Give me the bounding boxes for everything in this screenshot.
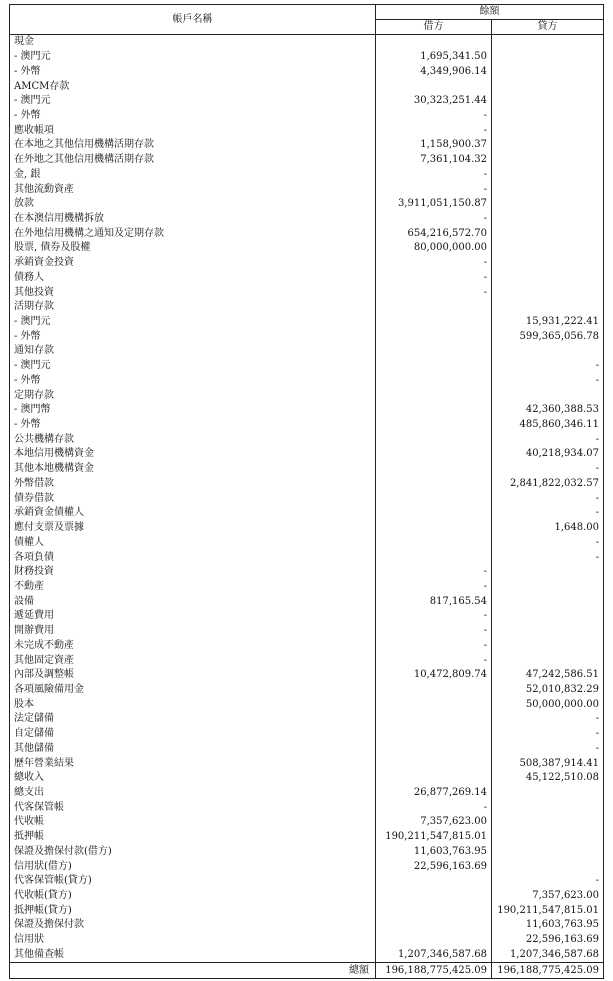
debit-cell: 7,361,104.32	[376, 153, 492, 168]
account-name-cell: 不動產	[14, 580, 44, 592]
credit-cell	[492, 167, 604, 182]
table-row	[10, 182, 604, 197]
credit-cell: 42,360,388.53	[492, 403, 604, 418]
debit-cell	[376, 359, 492, 374]
credit-cell	[492, 212, 604, 227]
debit-cell: -	[376, 609, 492, 624]
account-name-cell: 債務人	[14, 271, 44, 283]
table-row	[10, 153, 604, 168]
account-name-cell: 公共機構存款	[14, 433, 74, 445]
table-row	[10, 432, 604, 447]
table-row	[10, 344, 604, 359]
table-row	[10, 241, 604, 256]
account-name-cell: - 澳門幣	[14, 404, 51, 416]
debit-cell	[376, 918, 492, 933]
credit-cell	[492, 300, 604, 315]
account-name-cell: - 澳門元	[14, 360, 51, 372]
table-row	[10, 594, 604, 609]
table-row	[10, 712, 604, 727]
credit-cell: -	[492, 506, 604, 521]
table-row	[10, 374, 604, 389]
account-name-cell: 本地信用機構資金	[14, 448, 94, 460]
account-name-cell: 其他備查帳	[14, 948, 64, 960]
account-name-cell: 其他流動資產	[14, 183, 74, 195]
debit-cell	[376, 35, 492, 50]
credit-header: 貸方	[492, 20, 604, 35]
table-row	[10, 845, 604, 860]
table-row	[10, 565, 604, 580]
debit-cell: -	[376, 271, 492, 286]
credit-cell: 11,603,763.95	[492, 918, 604, 933]
table-row	[10, 697, 604, 712]
debit-cell: 30,323,251.44	[376, 94, 492, 109]
account-name-cell: 在本地之其他信用機構活期存款	[14, 139, 154, 151]
table-row	[10, 683, 604, 698]
debit-cell	[376, 477, 492, 492]
table-row	[10, 550, 604, 565]
table-row	[10, 609, 604, 624]
account-name-cell: 財務投資	[14, 566, 54, 578]
account-name-cell: - 外幣	[14, 330, 41, 342]
credit-cell: 1,648.00	[492, 521, 604, 536]
account-name-cell: 保證及擔保付款	[14, 919, 84, 931]
account-name-cell: 其他投資	[14, 286, 54, 298]
credit-cell	[492, 271, 604, 286]
account-name-cell: 金, 銀	[14, 168, 41, 180]
credit-cell	[492, 50, 604, 65]
credit-cell: 40,218,934.07	[492, 447, 604, 462]
debit-cell: -	[376, 653, 492, 668]
credit-cell: 50,000,000.00	[492, 697, 604, 712]
credit-cell	[492, 594, 604, 609]
account-name-header: 帳戶名稱	[10, 5, 376, 35]
credit-cell: -	[492, 874, 604, 889]
credit-cell	[492, 609, 604, 624]
debit-cell: 26,877,269.14	[376, 786, 492, 801]
debit-cell: -	[376, 800, 492, 815]
credit-cell: 1,207,346,587.68	[492, 948, 604, 963]
account-name-cell: 活期存款	[14, 301, 54, 313]
credit-cell	[492, 182, 604, 197]
debit-cell	[376, 506, 492, 521]
table-row	[10, 447, 604, 462]
table-row	[10, 285, 604, 300]
debit-cell: 1,207,346,587.68	[376, 948, 492, 963]
account-rows	[10, 35, 604, 963]
debit-cell	[376, 300, 492, 315]
table-row	[10, 64, 604, 79]
table-row	[10, 138, 604, 153]
table-row	[10, 668, 604, 683]
table-row	[10, 123, 604, 138]
credit-cell	[492, 653, 604, 668]
credit-cell	[492, 344, 604, 359]
debit-cell	[376, 432, 492, 447]
credit-cell: 52,010,832.29	[492, 683, 604, 698]
credit-cell: -	[492, 432, 604, 447]
debit-cell: -	[376, 256, 492, 271]
debit-cell	[376, 418, 492, 433]
credit-cell: 2,841,822,032.57	[492, 477, 604, 492]
debit-cell	[376, 491, 492, 506]
table-row	[10, 50, 604, 65]
credit-cell	[492, 285, 604, 300]
debit-cell: 7,357,623.00	[376, 815, 492, 830]
debit-cell	[376, 903, 492, 918]
credit-cell: 22,596,163.69	[492, 933, 604, 948]
account-name-cell: - 外幣	[14, 65, 41, 77]
total-debit: 196,188,775,425.09	[376, 963, 492, 979]
table-row	[10, 624, 604, 639]
credit-cell	[492, 64, 604, 79]
debit-cell: -	[376, 624, 492, 639]
debit-cell	[376, 329, 492, 344]
credit-cell: 45,122,510.08	[492, 771, 604, 786]
account-name-cell: 各項風險備用金	[14, 683, 84, 695]
table-row	[10, 418, 604, 433]
credit-cell: -	[492, 727, 604, 742]
table-row	[10, 727, 604, 742]
account-name-cell: 自定儲備	[14, 728, 54, 740]
debit-cell: -	[376, 638, 492, 653]
header-row-top	[10, 5, 604, 20]
account-name-cell: 代客保管帳	[14, 801, 64, 813]
account-name-cell: 定期存款	[14, 389, 54, 401]
account-name-cell: 在本澳信用機構拆放	[14, 212, 104, 224]
credit-cell	[492, 94, 604, 109]
credit-cell	[492, 859, 604, 874]
credit-cell	[492, 138, 604, 153]
table-row	[10, 271, 604, 286]
account-name-cell: 抵押帳(貸方)	[14, 904, 72, 916]
credit-cell: -	[492, 462, 604, 477]
credit-cell: -	[492, 374, 604, 389]
credit-cell: -	[492, 550, 604, 565]
account-name-cell: 信用狀	[14, 934, 44, 946]
debit-cell: 3,911,051,150.87	[376, 197, 492, 212]
credit-cell	[492, 388, 604, 403]
credit-cell: 508,387,914.41	[492, 756, 604, 771]
debit-cell	[376, 712, 492, 727]
table-row	[10, 859, 604, 874]
credit-cell	[492, 79, 604, 94]
credit-cell: -	[492, 535, 604, 550]
table-row	[10, 874, 604, 889]
table-row	[10, 109, 604, 124]
table-row	[10, 226, 604, 241]
account-name-cell: 抵押帳	[14, 831, 44, 843]
account-name-cell: - 澳門元	[14, 51, 51, 63]
account-name-cell: 代客保管帳(貸方)	[14, 875, 92, 887]
account-name-cell: 在外地信用機構之通知及定期存款	[14, 227, 164, 239]
debit-header: 借方	[376, 20, 492, 35]
trial-balance-sheet	[9, 4, 603, 979]
credit-cell	[492, 830, 604, 845]
debit-cell: -	[376, 123, 492, 138]
account-name-cell: 遞延費用	[14, 610, 54, 622]
account-name-cell: 內部及調整帳	[14, 669, 74, 681]
total-label: 總額	[10, 963, 376, 979]
account-name-cell: 應付支票及票據	[14, 522, 84, 534]
debit-cell	[376, 550, 492, 565]
debit-cell: 11,603,763.95	[376, 845, 492, 860]
table-row	[10, 786, 604, 801]
account-name-cell: 其他本地機構資金	[14, 463, 94, 475]
account-name-cell: 未完成不動產	[14, 639, 74, 651]
credit-cell: 15,931,222.41	[492, 315, 604, 330]
credit-cell	[492, 241, 604, 256]
account-name-cell: 信用狀(借方)	[14, 860, 72, 872]
account-name-cell: 股票, 債券及股權	[14, 242, 91, 254]
account-name-cell: 總收入	[14, 772, 44, 784]
credit-cell	[492, 580, 604, 595]
account-name-cell: - 澳門元	[14, 95, 51, 107]
account-name-cell: 應收帳項	[14, 124, 54, 136]
debit-cell	[376, 462, 492, 477]
credit-cell	[492, 565, 604, 580]
credit-cell: 599,365,056.78	[492, 329, 604, 344]
table-row	[10, 491, 604, 506]
debit-cell: 4,349,906.14	[376, 64, 492, 79]
debit-cell: 190,211,547,815.01	[376, 830, 492, 845]
table-row	[10, 477, 604, 492]
debit-cell	[376, 683, 492, 698]
table-row	[10, 329, 604, 344]
account-name-cell: 各項負債	[14, 551, 54, 563]
credit-cell	[492, 256, 604, 271]
credit-cell	[492, 153, 604, 168]
table-row	[10, 933, 604, 948]
account-name-cell: 承銷資金債權人	[14, 507, 84, 519]
credit-cell: 47,242,586.51	[492, 668, 604, 683]
debit-cell: -	[376, 565, 492, 580]
debit-cell: -	[376, 285, 492, 300]
debit-cell: 1,695,341.50	[376, 50, 492, 65]
table-row	[10, 167, 604, 182]
debit-cell: 1,158,900.37	[376, 138, 492, 153]
balance-header: 餘額	[376, 5, 604, 20]
table-row	[10, 889, 604, 904]
debit-cell	[376, 403, 492, 418]
account-name-cell: 代收帳(貸方)	[14, 890, 72, 902]
credit-cell	[492, 123, 604, 138]
debit-cell	[376, 756, 492, 771]
table-row	[10, 403, 604, 418]
credit-cell: 190,211,547,815.01	[492, 903, 604, 918]
table-row	[10, 300, 604, 315]
table-row	[10, 35, 604, 50]
credit-cell	[492, 845, 604, 860]
account-name-cell: 開辦費用	[14, 625, 54, 637]
account-name-cell: 債權人	[14, 536, 44, 548]
credit-cell	[492, 624, 604, 639]
debit-cell: -	[376, 167, 492, 182]
account-name-cell: 總支出	[14, 787, 44, 799]
credit-cell	[492, 786, 604, 801]
debit-cell	[376, 742, 492, 757]
debit-cell	[376, 535, 492, 550]
account-name-cell: 法定儲備	[14, 713, 54, 725]
credit-cell	[492, 815, 604, 830]
table-row	[10, 388, 604, 403]
table-row	[10, 256, 604, 271]
table-row	[10, 580, 604, 595]
debit-cell: -	[376, 212, 492, 227]
debit-cell	[376, 889, 492, 904]
debit-cell: 817,165.54	[376, 594, 492, 609]
credit-cell: -	[492, 491, 604, 506]
debit-cell: -	[376, 109, 492, 124]
account-name-cell: 外幣借款	[14, 477, 54, 489]
debit-cell	[376, 344, 492, 359]
table-row	[10, 359, 604, 374]
account-name-cell: 債券借款	[14, 492, 54, 504]
debit-cell	[376, 374, 492, 389]
trial-balance-table	[9, 4, 604, 979]
credit-cell: -	[492, 742, 604, 757]
table-row	[10, 918, 604, 933]
debit-cell: 80,000,000.00	[376, 241, 492, 256]
total-row	[10, 963, 604, 979]
account-name-cell: 設備	[14, 595, 34, 607]
account-name-cell: - 澳門元	[14, 316, 51, 328]
account-name-cell: - 外幣	[14, 109, 41, 121]
debit-cell	[376, 727, 492, 742]
debit-cell	[376, 697, 492, 712]
debit-cell: 10,472,809.74	[376, 668, 492, 683]
table-row	[10, 462, 604, 477]
table-row	[10, 653, 604, 668]
account-name-cell: 放款	[14, 198, 34, 210]
debit-cell: -	[376, 182, 492, 197]
debit-cell	[376, 388, 492, 403]
credit-cell	[492, 109, 604, 124]
credit-cell	[492, 197, 604, 212]
table-row	[10, 535, 604, 550]
debit-cell: -	[376, 580, 492, 595]
debit-cell	[376, 874, 492, 889]
total-credit: 196,188,775,425.09	[492, 963, 604, 979]
debit-cell	[376, 933, 492, 948]
account-name-cell: 現金	[14, 36, 34, 48]
debit-cell: 22,596,163.69	[376, 859, 492, 874]
debit-cell: 654,216,572.70	[376, 226, 492, 241]
credit-cell	[492, 226, 604, 241]
credit-cell	[492, 35, 604, 50]
account-name-cell: AMCM存款	[14, 80, 70, 92]
account-name-cell: 其他固定資產	[14, 654, 74, 666]
table-row	[10, 903, 604, 918]
table-row	[10, 756, 604, 771]
credit-cell: -	[492, 712, 604, 727]
table-row	[10, 506, 604, 521]
account-name-cell: 承銷資金投資	[14, 257, 74, 269]
credit-cell	[492, 800, 604, 815]
table-row	[10, 948, 604, 963]
credit-cell: 485,860,346.11	[492, 418, 604, 433]
table-row	[10, 79, 604, 94]
table-row	[10, 815, 604, 830]
debit-cell	[376, 79, 492, 94]
credit-cell	[492, 638, 604, 653]
table-row	[10, 315, 604, 330]
account-name-cell: 其他儲備	[14, 742, 54, 754]
table-row	[10, 94, 604, 109]
account-name-cell: - 外幣	[14, 374, 41, 386]
table-row	[10, 742, 604, 757]
table-row	[10, 212, 604, 227]
table-row	[10, 830, 604, 845]
account-name-cell: 代收帳	[14, 816, 44, 828]
account-name-cell: 股本	[14, 698, 34, 710]
table-row	[10, 800, 604, 815]
account-name-cell: 在外地之其他信用機構活期存款	[14, 154, 154, 166]
debit-cell	[376, 447, 492, 462]
table-row	[10, 638, 604, 653]
credit-cell: -	[492, 359, 604, 374]
account-name-cell: 歷年營業結果	[14, 757, 74, 769]
credit-cell: 7,357,623.00	[492, 889, 604, 904]
debit-cell	[376, 521, 492, 536]
debit-cell	[376, 771, 492, 786]
account-name-cell: - 外幣	[14, 419, 41, 431]
table-row	[10, 521, 604, 536]
account-name-cell: 保證及擔保付款(借方)	[14, 845, 112, 857]
account-name-cell: 通知存款	[14, 345, 54, 357]
debit-cell	[376, 315, 492, 330]
table-row	[10, 197, 604, 212]
table-row	[10, 771, 604, 786]
